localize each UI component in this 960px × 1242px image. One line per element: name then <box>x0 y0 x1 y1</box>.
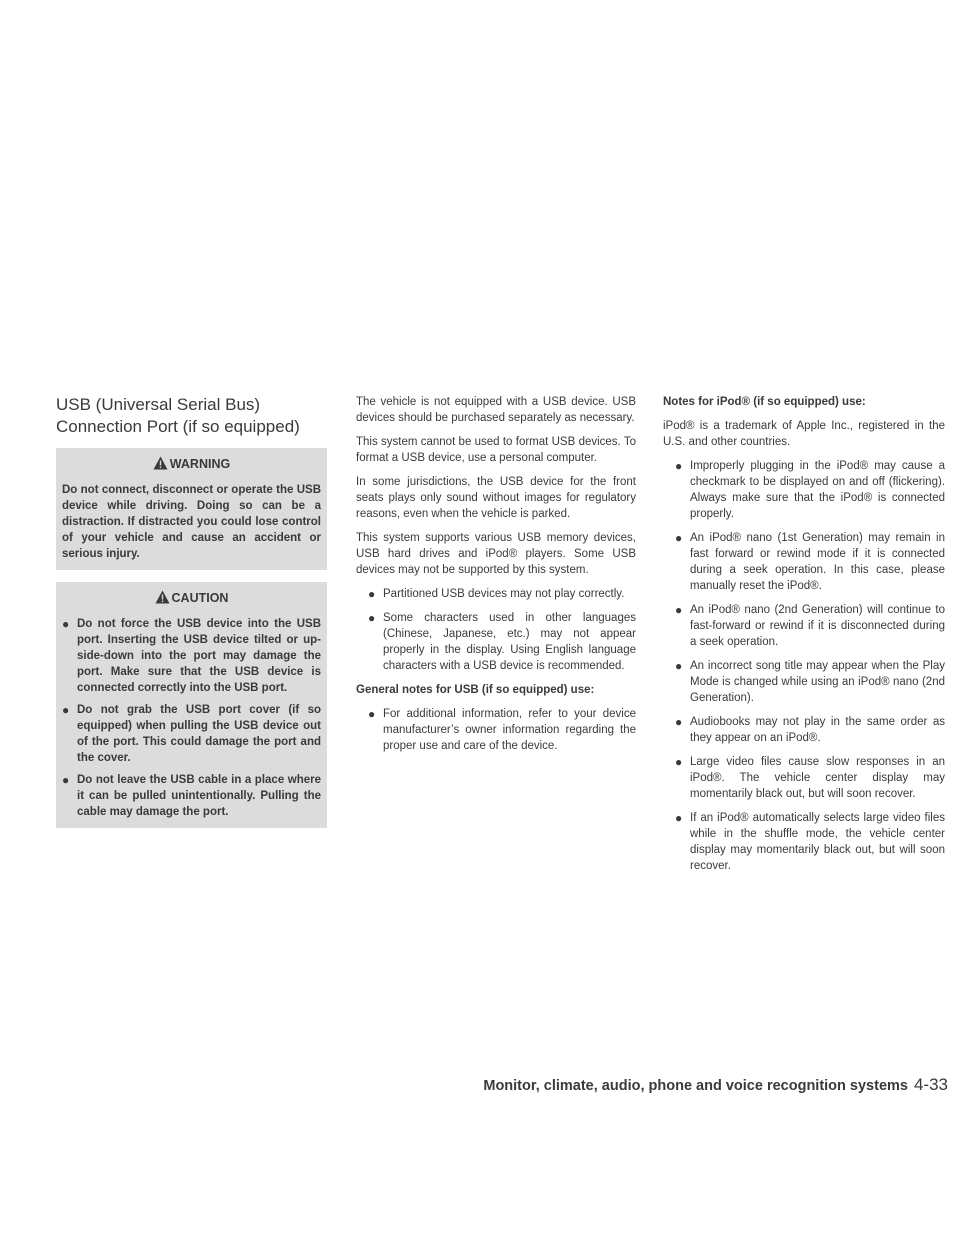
general-notes-list <box>356 706 636 754</box>
section-title-line2: Connection Port (if so equipped) <box>56 417 300 436</box>
bullet-icon: ● <box>62 773 70 787</box>
caution-list <box>62 616 321 820</box>
caution-heading <box>62 586 321 616</box>
ipod-notes-list <box>663 458 945 874</box>
list-item: ● Partitioned USB devices may not play correctly. <box>368 587 625 601</box>
list-item: ● If an iPod® automatically selects large video files while in the shuffle mode, the vehicle center display may momentarily black out, but will soon recover. <box>675 811 945 872</box>
bullet-icon: ● <box>675 659 683 673</box>
usb-support-list <box>356 586 636 674</box>
paragraph: This system supports various USB memory devices, USB hard drives and iPod® players. Some USB devices may not be supported by this system. <box>356 532 636 576</box>
warning-text: Do not connect, disconnect or operate the USB device while driving. Doing so can be a distraction. If distracted you could lose control of your vehicle and cause an accident or serious injury. <box>62 484 321 560</box>
caution-triangle-icon <box>155 590 170 608</box>
paragraph: In some jurisdictions, the USB device for the front seats plays only sound without images for regulatory reasons, even when the vehicle is parked. <box>356 476 636 520</box>
list-item: ● Audiobooks may not play in the same order as they appear on an iPod®. <box>675 715 945 744</box>
list-item: ● For additional information, refer to your device manufacturer’s owner information regarding the proper use and care of the device. <box>368 707 636 752</box>
page-number: 4-33 <box>913 1075 948 1094</box>
bullet-icon: ● <box>368 707 376 721</box>
list-item: ● An iPod® nano (2nd Generation) will continue to fast-forward or rewind if it is disconnected during a seek operation. <box>675 603 945 648</box>
list-item: ● Improperly plugging in the iPod® may cause a checkmark to be displayed on and off (flickering). Always make sure that the iPod® is connected properly. <box>675 459 945 520</box>
chapter-title: Monitor, climate, audio, phone and voice recognition systems <box>483 1078 908 1094</box>
section-title <box>56 394 327 438</box>
ipod-notes-heading: Notes for iPod® (if so equipped) use: <box>663 396 866 408</box>
bullet-icon: ● <box>368 587 376 601</box>
bullet-icon: ● <box>62 617 70 631</box>
bullet-icon: ● <box>675 459 683 473</box>
bullet-icon: ● <box>675 715 683 729</box>
warning-heading <box>62 452 321 482</box>
bullet-icon: ● <box>368 611 376 625</box>
middle-column <box>356 394 636 762</box>
bullet-icon: ● <box>675 811 683 825</box>
bullet-icon: ● <box>675 755 683 769</box>
caution-item: ● Do not force the USB device into the USB port. Inserting the USB device tilted or up-side-down into the port may damage the port. Make sure that the USB device is connected correctly into the USB port. <box>62 617 321 694</box>
list-item: ● An iPod® nano (1st Generation) may remain in fast forward or rewind mode if it is connected during a seek operation. In this case, please manually reset the iPod®. <box>675 531 945 592</box>
caution-heading-text: CAUTION <box>171 591 229 605</box>
left-column <box>56 394 327 840</box>
caution-item: ● Do not grab the USB port cover (if so equipped) when pulling the USB device out of the port. This could damage the port and the cover. <box>62 703 321 764</box>
page-footer <box>420 1075 948 1095</box>
list-item: ● Large video files cause slow responses in an iPod®. The vehicle center display may momentarily black out, but will soon recover. <box>675 755 945 800</box>
ipod-trademark-text: iPod® is a trademark of Apple Inc., registered in the U.S. and other countries. <box>663 420 945 448</box>
right-column <box>663 394 945 882</box>
warning-box <box>56 448 327 570</box>
list-item: ● Some characters used in other languages (Chinese, Japanese, etc.) may not appear properly in the display. Using English language characters with a USB device is recommended. <box>368 611 636 672</box>
paragraph: This system cannot be used to format USB devices. To format a USB device, use a personal computer. <box>356 436 636 464</box>
list-item: ● An incorrect song title may appear when the Play Mode is changed while using an iPod® nano (2nd Generation). <box>675 659 945 704</box>
caution-box <box>56 582 327 828</box>
caution-item: ● Do not leave the USB cable in a place where it can be pulled unintentionally. Pulling the cable may damage the port. <box>62 773 321 818</box>
warning-triangle-icon <box>153 456 168 474</box>
bullet-icon: ● <box>675 603 683 617</box>
section-title-line1: USB (Universal Serial Bus) <box>56 395 261 414</box>
general-notes-heading: General notes for USB (if so equipped) use: <box>356 684 595 696</box>
warning-heading-text: WARNING <box>169 457 231 471</box>
paragraph: The vehicle is not equipped with a USB device. USB devices should be purchased separately as necessary. <box>356 396 636 424</box>
bullet-icon: ● <box>675 531 683 545</box>
bullet-icon: ● <box>62 703 70 717</box>
